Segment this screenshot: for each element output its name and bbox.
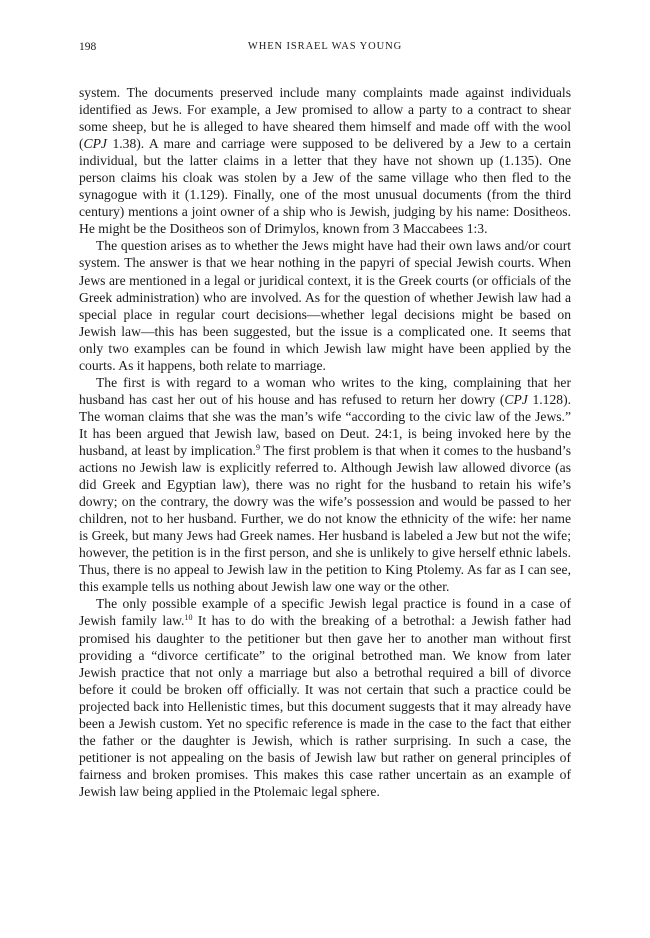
paragraph-3 — [79, 374, 571, 596]
paragraph-1 — [79, 84, 571, 237]
footnote-marker: 10 — [184, 613, 193, 623]
italic-citation: CPJ — [504, 391, 528, 407]
text-segment: It has to do with the breaking of a betrothal: a Jewish father had promised his daughter to the petitioner but then gave her to another man without first providing a “divorce certificate” to the original betrothed man. We know from later Jewish practice that not only a marriage but also a betrothal required a bill of divorce before it could be broken off officially. It was not certain that such a practice could be projected back into Hellenistic times, but this document suggests that it may already have been a Jewish custom. Yet no specific reference is made in the case to the fact that either the father or the daughter is Jewish, which is rather surprising. In such a case, the petitioner is not appealing on the basis of Jewish law but rather on general principles of fairness and broken promises. This makes this case rather uncertain as an example of Jewish law being applied in the Ptolemaic legal sphere. — [79, 613, 571, 799]
page-header — [79, 41, 571, 57]
text-segment: 1.38). A mare and carriage were supposed to be delivered by a Jew to a certain individual, but the latter claims in a letter that they have not shown up (1.135). One person claims his cloak was stolen by a Jew of the same village who then fled to the synagogue with it (1.129). Finally, one of the most unusual documents (from the third century) mentions a joint owner of a ship who is Jewish, judging by his name: Dositheos. He might be the Dositheos son of Drimylos, known from 3 Maccabees 1:3. — [79, 136, 571, 237]
body-text — [79, 84, 571, 800]
text-segment: The question arises as to whether the Jews might have had their own laws and/or court system. The answer is that we hear nothing in the papyri of special Jewish courts. When Jews are mentioned in a legal or juridical context, it is the Greek courts (or officials of the Greek administration) who are involved. As for the question of whether Jewish law had a special place in regular court decisions—whether legal decisions might be based on Jewish law—this has been suggested, but the issue is a complicated one. It seems that only two examples can be found in which Jewish law might have been applied by the courts. As it happens, both relate to marriage. — [79, 238, 571, 373]
running-head: WHEN ISRAEL WAS YOUNG — [247, 41, 403, 52]
text-segment: The first is with regard to a woman who writes to the king, complaining that her husband has cast her out of his house and has refused to return her dowry ( — [79, 374, 571, 407]
italic-citation: CPJ — [83, 136, 107, 152]
page-number: 198 — [79, 41, 97, 53]
text-segment: The first problem is that when it comes to the husband’s actions no Jewish law is explicitly referred to. Although Jewish law allowed divorce (as did Greek and Egyptian law), there was no right for the husband to retain his wife’s dowry; on the contrary, the dowry was the wife’s possession and would be passed to her children, not to her husband. Further, we do not know the ethnicity of the wife: her name is Greek, but many Jews had Greek names. Her husband is labeled a Jew but not the wife; however, the petition is in the first person, and she is unlikely to give herself ethnic labels. Thus, there is no appeal to Jewish law in the petition to King Ptolemy. As far as I can see, this example tells us nothing about Jewish law one way or the other. — [79, 442, 572, 595]
footnote-marker: 9 — [255, 442, 260, 452]
paragraph-2 — [79, 237, 571, 373]
paragraph-4 — [79, 595, 571, 800]
text-segment: system. The documents preserved include many complaints made against individuals identified as Jews. For example, a Jew promised to allow a party to a contract to shear some sheep, but he is alleged to have sheared them himself and made off with the wool ( — [79, 85, 571, 152]
text-segment: The only possible example of a specific Jewish legal practice is found in a case of Jewish family law. — [79, 596, 571, 629]
text-segment: 1.128). The woman claims that she was the man’s wife “according to the civic law of the Jews.” It has been argued that Jewish law, based on Deut. 24:1, is being invoked here by the husband, at least by implication. — [79, 391, 571, 458]
